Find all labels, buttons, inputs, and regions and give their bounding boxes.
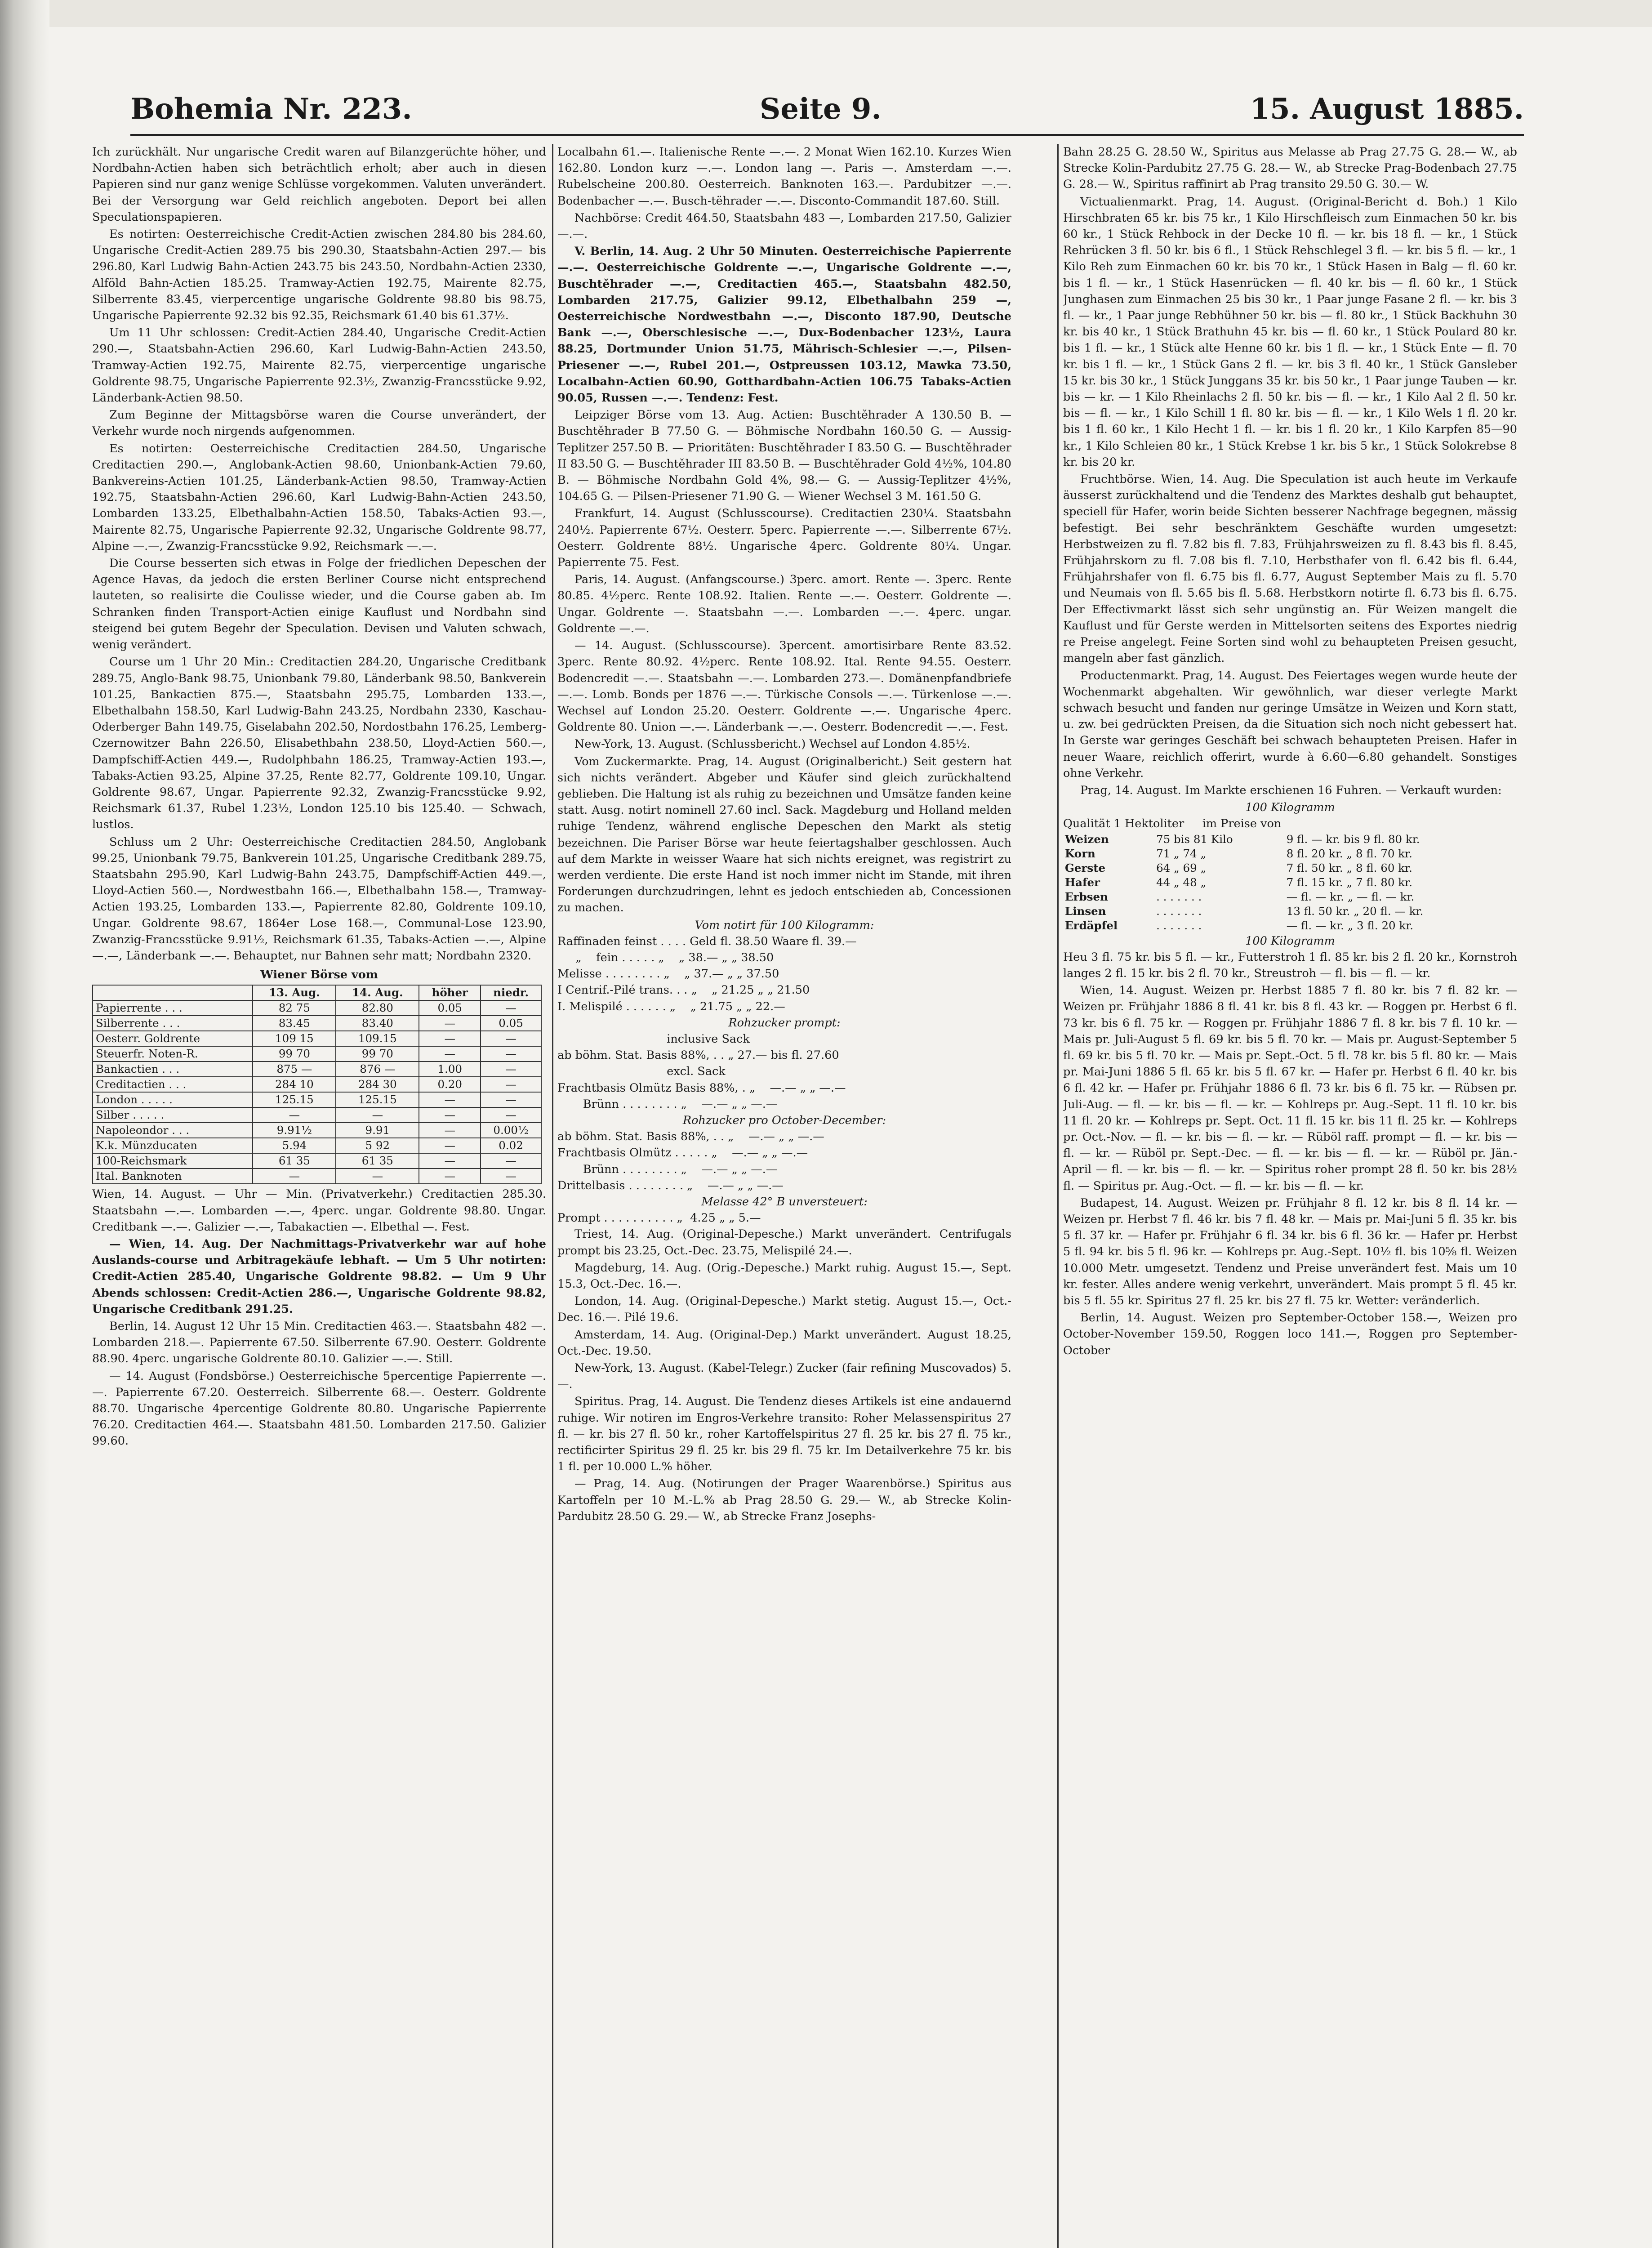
table-cell: 0.02	[481, 1138, 541, 1153]
table-cell: —	[481, 1062, 541, 1077]
row-label: Silberrente . . .	[93, 1016, 253, 1031]
paragraph: Nachbörse: Credit 464.50, Staatsbahn 483 —, Lombarden 217.50, Galizier —.—.	[557, 211, 1011, 241]
market-row	[1063, 832, 1513, 847]
table-row	[93, 1016, 541, 1031]
table-cell: 0.05	[481, 1016, 541, 1031]
market-cell: 44 „ 48 „	[1156, 875, 1207, 889]
table-row	[93, 1031, 541, 1046]
row-label: Papierrente . . .	[93, 1000, 253, 1016]
table-cell: 9.91	[336, 1123, 419, 1138]
header-rule	[130, 134, 1524, 136]
market-row	[1063, 890, 1513, 904]
scan-margin-left	[0, 0, 49, 2248]
page-number: Seite 9.	[760, 92, 882, 126]
table-cell: —	[481, 1031, 541, 1046]
table-body	[1063, 832, 1513, 933]
raw-sugar-row: Brünn . . . . . . . . „ —.— „ „ —.—	[557, 1097, 778, 1111]
paragraph: Frankfurt, 14. August (Schlusscourse). Creditactien 230¼. Staatsbahn 240½. Papierrente 67½. Oesterr. 5perc. Papierrente —.—. Silberrente 67½. Oesterr. Goldrente 88½. Ungarische 4perc. Goldrente 80¼. Ungar. Papierrente 75. Fest.	[557, 507, 1011, 570]
market-cell: 7 fl. 50 kr. „ 8 fl. 60 kr.	[1286, 861, 1412, 874]
table-cell: 125.15	[253, 1092, 336, 1107]
paragraph: Vom Zuckermarkte. Prag, 14. August (Originalbericht.) Seit gestern hat sich nichts verändert. Abgeber und Käufer sind gleich zurückhaltend geblieben. Die Haltung ist als ruhig zu bezeichnen und Umsätze fanden keine statt. Ausg. notirt nominell 27.60 incl. Sack. Magdeburg und Holland melden ruhige Tendenz, während englische Depeschen den Markt als stetig bezeichnen. Die Pariser Börse war heute feiertagshalber geschlossen. Auch auf dem Markte in weisser Waare hat sich nichts ereignet, was registrirt zu werden verdiente. Die erste Hand ist noch immer nicht im Stande, mit ihren Forderungen durchzudringen, lehnt es jedoch entschieden ab, Concessionen zu machen.	[557, 754, 1011, 915]
market-cell: . . . . . . .	[1156, 919, 1202, 932]
row-label: K.k. Münzducaten	[93, 1138, 253, 1153]
table-cell: 5 92	[336, 1138, 419, 1153]
table-cell: 0.20	[419, 1077, 481, 1092]
oct-dec-title: Rohzucker pro October-December:	[682, 1113, 886, 1127]
row-label: Napoleondor . . .	[93, 1123, 253, 1138]
column-header: 13. Aug.	[253, 985, 336, 1000]
paragraph: Heu 3 fl. 75 kr. bis 5 fl. — kr., Futterstroh 1 fl. 85 kr. bis 2 fl. 20 kr., Kornstroh langes 2 fl. 15 kr. bis 2 fl. 70 kr., Streustroh — fl. bis — fl. — kr.	[1063, 950, 1517, 980]
table-cell: 61 35	[253, 1153, 336, 1169]
table-cell: —	[481, 1107, 541, 1123]
paragraph: Productenmarkt. Prag, 14. August. Des Feiertages wegen wurde heute der Wochenmarkt abgehalten. Wir gewöhnlich, war dieser verlegte Markt schwach besucht und fanden nur geringe Umsätze in Weizen und Korn statt, u. zw. bei gedrückten Preisen, da die Situation sich noch nicht gebessert hat. In Gerste war geringes Geschäft bei schwach behaupteten Preisen. Hafer in neuer Waare, reichlich offerirt, wurde à 6.60—6.80 gehandelt. Sonstiges ohne Verkehr.	[1063, 669, 1517, 780]
molasses-title: Melasse 42° B unversteuert:	[701, 1195, 868, 1209]
paragraph: Fruchtbörse. Wien, 14. Aug. Die Speculation ist auch heute im Verkaufe äusserst zurückhaltend und die Tendenz des Marktes deshalb gut behauptet, speciell für Hafer, worin beide Sichten besserer Nachfrage begegnen, mässig befestigt. Bei sehr beschränktem Geschäfte wurden umgesetzt: Herbstweizen zu fl. 7.82 bis fl. 7.83, Frühjahrsweizen zu fl. 8.43 bis fl. 8.45, Frühjahrskorn zu fl. 7.08 bis fl. 7.10, Herbsthafer von fl. 6.42 bis fl. 6.44, Frühjahrshafer von fl. 6.75 bis fl. 6.77, August September Mais zu fl. 5.70 und Neumais von fl. 5.65 bis fl. 5.68. Herbstkorn notirte fl. 6.73 bis fl. 6.75. Der Effectivmarkt lässt sich sehr ungünstig an. Für Weizen mangelt die Kauflust und für Gerste werden in Mittelsorten seitens des Exportes niedrig re Preise angelegt. Feine Sorten sind wohl zu behaupteten Preisen gesucht, mangeln aber fast gänzlich.	[1063, 473, 1517, 665]
table-cell: 109.15	[336, 1031, 419, 1046]
table-body	[93, 1000, 541, 1184]
commodity-name: Gerste	[1065, 861, 1106, 874]
table-header-row	[93, 985, 541, 1000]
raw-sugar-row: Frachtbasis Olmütz Basis 88%, . „ —.— „ „ —.—	[557, 1081, 846, 1095]
paragraph: Localbahn 61.—. Italienische Rente —.—. 2 Monat Wien 162.10. Kurzes Wien 162.80. London kurz —.—. London lang —. Paris —. Amsterdam —.—. Rubelscheine 200.80. Oesterreich. Banknoten 163.—. Pardubitzer —.—. Bodenbacher —.—. Busch-tëhrader —.—. Disconto-Commandit 187.60. Still.	[557, 145, 1011, 208]
market-cell: . . . . . . .	[1156, 904, 1202, 918]
paragraph: Wien, 14. August. Weizen pr. Herbst 1885 7 fl. 80 kr. bis 7 fl. 82 kr. — Weizen pr. Frühjahr 1886 8 fl. 41 kr. bis 8 fl. 43 kr. — Roggen pr. Herbst 6 fl. 73 kr. bis 6 fl. 75 kr. — Roggen pr. Frühjahr 1886 7 fl. 8 kr. bis 7 fl. 10 kr. — Mais pr. Juli-August 5 fl. 69 kr. bis 5 fl. 70 kr. — Mais pr. August-September 5 fl. 69 kr. bis 5 fl. 70 kr. — Mais pr. Sept.-Oct. 5 fl. 78 kr. bis 5 fl. 80 kr. — Mais pr. Mai-Juni 1886 5 fl. 65 kr. bis 5 fl. 67 kr. — Hafer pr. Herbst 6 fl. 40 kr. bis 6 fl. 42 kr. — Hafer pr. Frühjahr 1886 6 fl. 73 kr. bis 6 fl. 75 kr. — Rübsen pr. Juli-Aug. — fl. — kr. bis — fl. — kr. — Kohlreps pr. Aug.-Sept. 11 fl. 10 kr. bis 11 fl. 20 kr. — Kohlreps pr. Sept. Oct. 11 fl. 15 kr. bis 11 fl. 25 kr. — Kohlreps pr. Oct.-Nov. — fl. — kr. bis — fl. — kr. — Rüböl raff. prompt — fl. — kr. bis — fl. — kr. — Rüböl pr. Sept.-Dec. — fl. — kr. bis — fl. — kr. — Rüböl pr. Jän.-April — fl. — kr. bis — fl. — kr. — Spiritus roher prompt 28 fl. 50 kr. bis 28½ fl. — Spiritus pr. Aug.-Oct. — fl. — kr. bis — fl. — kr.	[1063, 984, 1517, 1193]
paragraph: Victualienmarkt. Prag, 14. August. (Original-Bericht d. Boh.) 1 Kilo Hirschbraten 65 kr. bis 75 kr., 1 Kilo Hirschfleisch zum Einmachen 50 kr. bis 60 kr., 1 Stück Rehbock in der Decke 10 fl. — kr. bis 18 fl. — kr., 1 Stück Rehrücken 3 fl. 50 kr. bis 6 fl., 1 Stück Rehschlegel 3 fl. — kr. bis 5 fl. — kr., 1 Kilo Reh zum Einmachen 60 kr. bis 70 kr., 1 Stück Hasen in Balg — fl. 60 kr. bis 1 fl. — kr., 1 Stück Hasenrücken — fl. 40 kr. bis — fl. 60 kr., 1 Stück Junghasen zum Einmachen 25 bis 30 kr., 1 Paar junge Fasane 2 fl. — kr. bis 3 fl. — kr., 1 Paar junge Rebhühner 50 kr. bis — fl. 80 kr., 1 Stück Backhuhn 30 kr. bis 40 kr., 1 Stück Brathuhn 45 kr. bis — fl. 60 kr., 1 Stück Poulard 80 kr. bis 1 fl. — kr., 1 Stück alte Henne 60 kr. bis 1 fl. — kr., 1 Stück Ente — fl. 70 kr. bis 1 fl. — kr., 1 Stück Gans 2 fl. — kr. bis 3 fl. 40 kr., 1 Stück Gansleber 15 kr. bis 30 kr., 1 Stück Junggans 35 kr. bis 50 kr., 1 Paar junge Tauben — kr. bis — kr. — 1 Kilo Rheinlachs 2 fl. 50 kr. bis — fl. — kr., 1 Kilo Aal 2 fl. 50 kr. bis — fl. — kr., 1 Kilo Schill 1 fl. 80 kr. bis — fl. — kr., 1 Kilo Wels 1 fl. 20 kr. bis 1 fl. 60 kr., 1 Kilo Hecht 1 fl. — kr. bis 1 fl. 20 kr., 1 Kilo Karpfen 85—90 kr., 1 Kilo Schleien 80 kr., 1 Stück Krebse 1 kr. bis 5 kr., 1 Stück Solokrebse 8 kr. bis 20 kr.	[1063, 195, 1517, 469]
oct-dec-row: Brünn . . . . . . . . „ —.— „ „ —.—	[557, 1162, 778, 1176]
column-2	[557, 144, 1011, 2248]
market-table-title-2: 100 Kilogramm	[1245, 934, 1335, 948]
commodity-name: Weizen	[1065, 832, 1109, 846]
table-cell: —	[336, 1107, 419, 1123]
market-cell: . . . . . . .	[1156, 890, 1202, 903]
row-label: Silber . . . . .	[93, 1107, 253, 1123]
column-header: höher	[419, 985, 481, 1000]
table-cell: —	[419, 1123, 481, 1138]
column-1	[92, 144, 546, 2248]
table-cell: 284 10	[253, 1077, 336, 1092]
paragraph: Course um 1 Uhr 20 Min.: Creditactien 284.20, Ungarische Creditbank 289.75, Anglo-Bank 98.75, Unionbank 79.80, Länderbank 98.50, Bankverein 101.25, Bankactien 875.—, Staatsbahn 295.75, Lombarden 133.—, Elbethalbahn 158.50, Karl Ludwig-Bahn 243.25, Nordbahn 2330, Kaschau-Oderberger Bahn 149.75, Giselabahn 202.50, Nordostbahn 176.25, Lemberg-Czernowitzer Bahn 226.50, Elisabethbahn 238.50, Lloyd-Actien 560.—, Dampfschiff-Actien 449.—, Rudolphbahn 186.25, Tramway-Actien 193.—, Tabaks-Actien 93.25, Alpine 37.25, Rente 82.77, Goldrente 109.10, Ungar. Goldrente 98.67, Ungar. Papierrente 92.32, Zwanzig-Francsstücke 9.92, Reichsmark 61.37, Rubel 1.23½, London 125.10 bis 125.40. — Schwach, lustlos.	[92, 655, 546, 832]
column-divider-2	[1057, 144, 1059, 2248]
market-cell: 13 fl. 50 kr. „ 20 fl. — kr.	[1286, 904, 1424, 918]
paragraph: Um 11 Uhr schlossen: Credit-Actien 284.40, Ungarische Credit-Actien 290.—, Staatsbahn-Actien 296.60, Karl Ludwig-Bahn-Actien 243.50, Tramway-Actien 192.75, Mairente 82.75, vierpercentige ungarische Goldrente 98.75, Ungarische Papierrente 92.3½, Zwanzig-Francsstücke 9.92, Länderbank-Actien 98.50.	[92, 326, 546, 405]
commodity-name: Korn	[1065, 847, 1095, 860]
table-cell: 5.94	[253, 1138, 336, 1153]
paragraph: Prag, 14. August. Im Markte erschienen 16 Fuhren. — Verkauft wurden:	[1080, 783, 1502, 797]
table-cell: —	[419, 1169, 481, 1184]
table-cell: 83.45	[253, 1016, 336, 1031]
paragraph: Es notirten: Oesterreichische Credit-Actien zwischen 284.80 bis 284.60, Ungarische Credit-Actien 289.75 bis 290.30, Staatsbahn-Actien 297.— bis 296.80, Karl Ludwig Bahn-Actien 243.75 bis 243.50, Nordbahn-Actien 2330, Alföld Bahn-Actien 185.25. Tramway-Actien 192.75, Mairente 82.75, Silberrente 83.45, vierpercentige ungarische Goldrente 98.80 bis 98.75, Ungarische Papierrente 92.32 bis 92.35, Reichsmark 61.40 bis 61.37½.	[92, 227, 546, 323]
raw-sugar-row: inclusive Sack	[557, 1032, 750, 1046]
column-header: 14. Aug.	[336, 985, 419, 1000]
market-row	[1063, 904, 1513, 919]
table-cell: —	[419, 1046, 481, 1062]
table-row	[93, 1092, 541, 1107]
table-cell: —	[481, 1092, 541, 1107]
scan-margin-top	[0, 0, 1652, 27]
table-cell: —	[419, 1031, 481, 1046]
table-cell: —	[481, 1000, 541, 1016]
sugar-row: Raffinaden feinst . . . . Geld fl. 38.50 Waare fl. 39.—	[557, 934, 857, 948]
table-cell: —	[419, 1138, 481, 1153]
row-label: London . . . . .	[93, 1092, 253, 1107]
market-cell: 75 bis 81 Kilo	[1156, 832, 1233, 846]
table-title: Wiener Börse vom	[260, 968, 378, 982]
paragraph: Paris, 14. August. (Anfangscourse.) 3perc. amort. Rente —. 3perc. Rente 80.85. 4½perc. Rente 108.92. Italien. Rente —.—. Oesterr. Goldrente —. Ungar. Goldrente —. Staatsbahn —.—. Lombarden —.—. 4perc. ungar. Goldrente —.—.	[557, 573, 1011, 635]
market-row	[1063, 875, 1513, 890]
table-row	[93, 1138, 541, 1153]
table-cell: —	[336, 1169, 419, 1184]
market-cell: 7 fl. 15 kr. „ 7 fl. 80 kr.	[1286, 875, 1412, 889]
table-cell: 875 —	[253, 1062, 336, 1077]
raw-sugar-title: Rohzucker prompt:	[728, 1016, 841, 1030]
market-cell: 64 „ 69 „	[1156, 861, 1207, 874]
paragraph: Berlin, 14. August. Weizen pro September-October 158.—, Weizen pro October-November 159.50, Roggen loco 141.—, Roggen pro September-October	[1063, 1311, 1517, 1357]
market-row	[1063, 847, 1513, 861]
paragraph: Es notirten: Oesterreichische Creditactien 284.50, Ungarische Creditactien 290.—, Anglobank-Actien 98.60, Unionbank-Actien 79.60, Bankvereins-Actien 101.25, Länderbank-Actien 98.50, Tramway-Actien 192.75, Staatsbahn-Actien 296.60, Karl Ludwig-Bahn-Actien 243.50, Lombarden 133.25, Elbethalbahn-Actien 158.50, Tabaks-Actien 93.—, Mairente 82.75, Ungarische Papierrente 92.32, Ungarische Goldrente 98.77, Alpine —.—, Zwanzig-Francsstücke 9.92, Reichsmark —.—.	[92, 442, 546, 553]
raw-sugar-row: ab böhm. Stat. Basis 88%, . . „ 27.— bis fl. 27.60	[557, 1048, 839, 1062]
table-cell: —	[481, 1077, 541, 1092]
market-cell: — fl. — kr. „ — fl. — kr.	[1286, 890, 1415, 903]
sugar-section-title: Vom notirt für 100 Kilogramm:	[695, 918, 874, 932]
row-label: 100-Reichsmark	[93, 1153, 253, 1169]
sugar-row: I Centrif.-Pilé trans. . . „ „ 21.25 „ „ 21.50	[557, 983, 810, 997]
oct-dec-row: ab böhm. Stat. Basis 88%, . . „ —.— „ „ —.—	[557, 1130, 824, 1144]
row-label: Creditactien . . .	[93, 1077, 253, 1092]
table-cell: 9.91½	[253, 1123, 336, 1138]
paragraph: Berlin, 14. August 12 Uhr 15 Min. Creditactien 463.—. Staatsbahn 482 —. Lombarden 218.—. Papierrente 67.50. Silberrente 67.90. Oesterr. Goldrente 88.90. 4perc. ungarische Goldrente 80.10. Galizier —.—. Still.	[92, 1319, 546, 1366]
table-cell: —	[481, 1046, 541, 1062]
table-cell: 99 70	[336, 1046, 419, 1062]
sugar-row: „ fein . . . . . „ „ 38.— „ „ 38.50	[557, 950, 774, 964]
table-cell: 1.00	[419, 1062, 481, 1077]
sugar-row: I. Melispilé . . . . . . „ „ 21.75 „ „ 22.—	[557, 999, 785, 1013]
table-cell: 0.00½	[481, 1123, 541, 1138]
paragraph: Magdeburg, 14. Aug. (Orig.-Depesche.) Markt ruhig. August 15.—, Sept. 15.3, Oct.-Dec. 16.—.	[557, 1261, 1011, 1291]
table-row	[93, 1062, 541, 1077]
row-label: Ital. Banknoten	[93, 1169, 253, 1184]
paragraph: Amsterdam, 14. Aug. (Original-Dep.) Markt unverändert. August 18.25, Oct.-Dec. 19.50.	[557, 1328, 1011, 1358]
molasses-row: Prompt . . . . . . . . . . „ 4.25 „ „ 5.—	[557, 1211, 761, 1225]
table-row	[93, 1107, 541, 1123]
paragraph: New-York, 13. August. (Schlussbericht.) Wechsel auf London 4.85½.	[574, 737, 971, 751]
table-cell: —	[253, 1107, 336, 1123]
raw-sugar-row: excl. Sack	[557, 1065, 726, 1079]
table-cell: 82.80	[336, 1000, 419, 1016]
table-row	[93, 1046, 541, 1062]
table-cell: 125.15	[336, 1092, 419, 1107]
paragraph: Zum Beginne der Mittagsbörse waren die Course unverändert, der Verkehr wurde noch nirgends aufgenommen.	[92, 408, 546, 438]
row-label: Bankactien . . .	[93, 1062, 253, 1077]
table-cell: 284 30	[336, 1077, 419, 1092]
market-cell: — fl. — kr. „ 3 fl. 20 kr.	[1286, 919, 1414, 932]
table-cell: 0.05	[419, 1000, 481, 1016]
column-header: niedr.	[481, 985, 541, 1000]
table-cell: 83.40	[336, 1016, 419, 1031]
vienna-exchange-table	[92, 985, 542, 1184]
paragraph: Ich zurückhält. Nur ungarische Credit waren auf Bilanzgerüchte höher, und Nordbahn-Actien haben sich beträchtlich erholt; aber auch in diesen Papieren sind nur ganz wenige Schlüsse vorgekommen. Valuten unverändert. Bei der Versorgung war Geld reichlich angeboten. Deport bei allen Speculationspapieren.	[92, 145, 546, 224]
table-cell: 82 75	[253, 1000, 336, 1016]
paragraph: — 14. August. (Schlusscourse). 3percent. amortisirbare Rente 83.52. 3perc. Rente 80.92. 4½perc. Rente 108.92. Ital. Rente 94.55. Oesterr. Bodencredit —.—. Staatsbahn —.—. Lombarden 273.—. Domänenpfandbriefe —.—. Lomb. Bonds per 1876 —.—. Türkische Consols —.—. Türkenlose —.—. Wechsel auf London 25.20. Oesterr. Goldrente —.—. Ungarische 4perc. Goldrente 80. Union —.—. Länderbank —.—. Oesterr. Bodencredit —.—. Fest.	[557, 639, 1011, 734]
commodity-name: Linsen	[1065, 904, 1106, 918]
commodity-name: Hafer	[1065, 875, 1100, 889]
paragraph: — Wien, 14. Aug. Der Nachmittags-Privatverkehr war auf hohe Auslands-course und Arbitragekäufe lebhaft. — Um 5 Uhr notirten: Credit-Actien 285.40, Ungarische Goldrente 98.82. — Um 9 Uhr Abends schlossen: Credit-Actien 286.—, Ungarische Goldrente 98.82, Ungarische Creditbank 291.25.	[92, 1237, 546, 1316]
table-cell: —	[419, 1107, 481, 1123]
table-cell: —	[419, 1153, 481, 1169]
column-3	[1063, 144, 1517, 2248]
commodity-name: Erbsen	[1065, 890, 1108, 903]
paragraph: New-York, 13. August. (Kabel-Telegr.) Zucker (fair refining Muscovados) 5.—.	[557, 1361, 1011, 1392]
paragraph: Budapest, 14. August. Weizen pr. Frühjahr 8 fl. 12 kr. bis 8 fl. 14 kr. — Weizen pr. Herbst 7 fl. 46 kr. bis 7 fl. 48 kr. — Mais pr. Mai-Juni 5 fl. 35 kr. bis 5 fl. 37 kr. — Hafer pr. Frühjahr 6 fl. 34 kr. bis 6 fl. 36 kr. — Hafer pr. Herbst 5 fl. 94 kr. bis 5 fl. 96 kr. — Kohlreps pr. Aug.-Sept. 10½ fl. bis 10⅝ fl. Weizen 10.000 Metr. umgesetzt. Tendenz und Preise unverändert fest. Mais um 10 kr. fester. Alles andere wenig verkehrt, unverändert. Mais prompt 5 fl. 45 kr. bis 5 fl. 55 kr. Spiritus 27 fl. 25 kr. bis 27 fl. 75 kr. Wetter: veränderlich.	[1063, 1196, 1517, 1307]
table-row	[93, 1000, 541, 1016]
market-cell: 71 „ 74 „	[1156, 847, 1207, 860]
table-cell: —	[419, 1092, 481, 1107]
table-cell: —	[419, 1016, 481, 1031]
paragraph: — Prag, 14. Aug. (Notirungen der Prager Waarenbörse.) Spiritus aus Kartoffeln per 10 M.-L.% ab Prag 28.50 G. 29.— W., ab Strecke Kolin-Pardubitz 28.50 G. 29.— W., ab Strecke Franz Josephs-	[557, 1477, 1011, 1523]
paragraph: Spiritus. Prag, 14. August. Die Tendenz dieses Artikels ist eine andauernd ruhige. Wir notiren im Engros-Verkehre transito: Roher Melassenspiritus 27 fl. — kr. bis 27 fl. 50 kr., roher Kartoffelspiritus 27 fl. 25 kr. bis 27 fl. 75 kr., rectificirter Spiritus 29 fl. 25 kr. bis 29 fl. 75 kr. Im Detailverkehre 75 kr. bis 1 fl. per 10.000 L.% höher.	[557, 1395, 1011, 1474]
market-cell: 9 fl. — kr. bis 9 fl. 80 kr.	[1286, 832, 1420, 846]
market-table-title: 100 Kilogramm	[1245, 801, 1335, 815]
table-cell: —	[481, 1153, 541, 1169]
table-cell: —	[253, 1169, 336, 1184]
table-cell: —	[481, 1169, 541, 1184]
paragraph: — 14. August (Fondsbörse.) Oesterreichische 5percentige Papierrente —.—. Papierrente 67.20. Oesterreich. Silberrente 68.—. Oesterr. Goldrente 88.70. Ungarische 4percentige Goldrente 80.80. Ungarische Papierrente 76.20. Creditactien 464.—. Staatsbahn 481.50. Lombarden 217.50. Galizier 99.60.	[92, 1369, 546, 1448]
oct-dec-row: Drittelbasis . . . . . . . . „ —.— „ „ —.—	[557, 1178, 784, 1192]
issue-date: 15. August 1885.	[1250, 92, 1524, 126]
market-cell: 8 fl. 20 kr. „ 8 fl. 70 kr.	[1286, 847, 1412, 860]
newspaper-title: Bohemia Nr. 223.	[130, 92, 412, 126]
paragraph: London, 14. Aug. (Original-Depesche.) Markt stetig. August 15.—, Oct.-Dec. 16.—. Pilé 19.6.	[557, 1294, 1011, 1325]
market-price-table	[1063, 832, 1513, 933]
paragraph: Triest, 14. Aug. (Original-Depesche.) Markt unverändert. Centrifugals prompt bis 23.25, Oct.-Dec. 23.75, Melispilé 24.—.	[557, 1227, 1011, 1258]
table-row	[93, 1153, 541, 1169]
paragraph: Die Course besserten sich etwas in Folge der friedlichen Depeschen der Agence Havas, da jedoch die ersten Berliner Course nicht entsprechend lauteten, so realisirte die Coulisse wieder, und die Course gaben ab. Im Schranken finden Transport-Actien einige Kauflust und Nordbahn sind steigend bei gutem Begehr der Speculation. Devisen und Valuten schwach, wenig verändert.	[92, 557, 546, 652]
paragraph: Leipziger Börse vom 13. Aug. Actien: Buschtěhrader A 130.50 B. — Buschtěhrader B 77.50 G. — Böhmische Nordbahn 160.50 G. — Aussig-Teplitzer 257.50 B. — Prioritäten: Buschtěhrader I 83.50 G. — Buschtěhrader II 83.50 G. — Buschtěhrader III 83.50 B. — Buschtěhrader Gold 4½%, 104.80 B. — Böhmische Nordbahn Gold 4%, 98.— G. — Aussig-Teplitzer 4½%, 104.65 G. — Pilsen-Priesener 71.90 G. — Wiener Wechsel 3 M. 161.50 G.	[557, 408, 1011, 504]
market-table-head: Qualität 1 Hektoliter im Preise von	[1063, 817, 1282, 831]
table-cell: 109 15	[253, 1031, 336, 1046]
row-label: Oesterr. Goldrente	[93, 1031, 253, 1046]
table-row	[93, 1077, 541, 1092]
oct-dec-row: Frachtbasis Olmütz . . . . . „ —.— „ „ —.—	[557, 1146, 808, 1160]
table-row	[93, 1123, 541, 1138]
market-row	[1063, 919, 1513, 933]
table-cell: 61 35	[336, 1153, 419, 1169]
page-header	[130, 92, 1524, 133]
paragraph: Schluss um 2 Uhr: Oesterreichische Creditactien 284.50, Anglobank 99.25, Unionbank 79.75, Bankverein 101.25, Ungarische Creditbank 289.75, Staatsbahn 295.90, Karl Ludwig-Bahn 243.75, Dampfschiff-Actien 449.—, Lloyd-Actien 560.—, Nordwestbahn 166.—, Elbethalbahn 158.—, Tramway-Actien 193.25, Lombarden 133.—, Papierrente 82.80, Goldrente 109.10, Ungar. Goldrente 98.67, 1864er Lose 168.—, Communal-Lose 123.90, Zwanzig-Francsstücke 9.91½, Reichsmark 61.35, Tabaks-Actien —.—, Alpine —.—, Länderbank —.—. Behauptet, nur Bahnen sehr matt; Nordbahn 2320.	[92, 835, 546, 963]
table-row	[93, 1169, 541, 1184]
column-header	[93, 985, 253, 1000]
table-cell: 876 —	[336, 1062, 419, 1077]
sugar-row: Melisse . . . . . . . . „ „ 37.— „ „ 37.50	[557, 967, 779, 981]
paragraph: V. Berlin, 14. Aug. 2 Uhr 50 Minuten. Oesterreichische Papierrente —.—. Oesterreichische Goldrente —.—, Ungarische Goldrente —.—, Buschtěhrader —.—, Creditactien 465.—, Staatsbahn 482.50, Lombarden 217.75, Galizier 99.12, Elbethalbahn 259 —, Oesterreichische Nordwestbahn —.—, Disconto 187.90, Deutsche Bank —.—, Oberschlesische —.—, Dux-Bodenbacher 123½, Laura 88.25, Dortmunder Union 51.75, Mährisch-Schlesier —.—, Pilsen-Priesener —.—, Rubel 201.—, Ostpreussen 103.12, Mawka 73.50, Localbahn-Actien 60.90, Gotthardbahn-Actien 106.75 Tabaks-Actien 90.05, Russen —.—. Tendenz: Fest.	[557, 245, 1011, 405]
table-cell: 99 70	[253, 1046, 336, 1062]
commodity-name: Erdäpfel	[1065, 919, 1118, 932]
column-divider-1	[552, 144, 553, 2248]
market-row	[1063, 861, 1513, 875]
paragraph: Bahn 28.25 G. 28.50 W., Spiritus aus Melasse ab Prag 27.75 G. 28.— W., ab Strecke Kolin-Pardubitz 27.75 G. 28.— W., ab Strecke Prag-Bodenbach 27.75 G. 28.— W., Spiritus raffinirt ab Prag transito 29.50 G. 30.— W.	[1063, 145, 1517, 192]
paragraph: Wien, 14. August. — Uhr — Min. (Privatverkehr.) Creditactien 285.30. Staatsbahn —.—. Lombarden —.—, 4perc. ungar. Goldrente 98.80. Ungar. Creditbank —.—. Galizier —.—, Tabakactien —. Elbethal —. Fest.	[92, 1187, 546, 1234]
row-label: Steuerfr. Noten-R.	[93, 1046, 253, 1062]
